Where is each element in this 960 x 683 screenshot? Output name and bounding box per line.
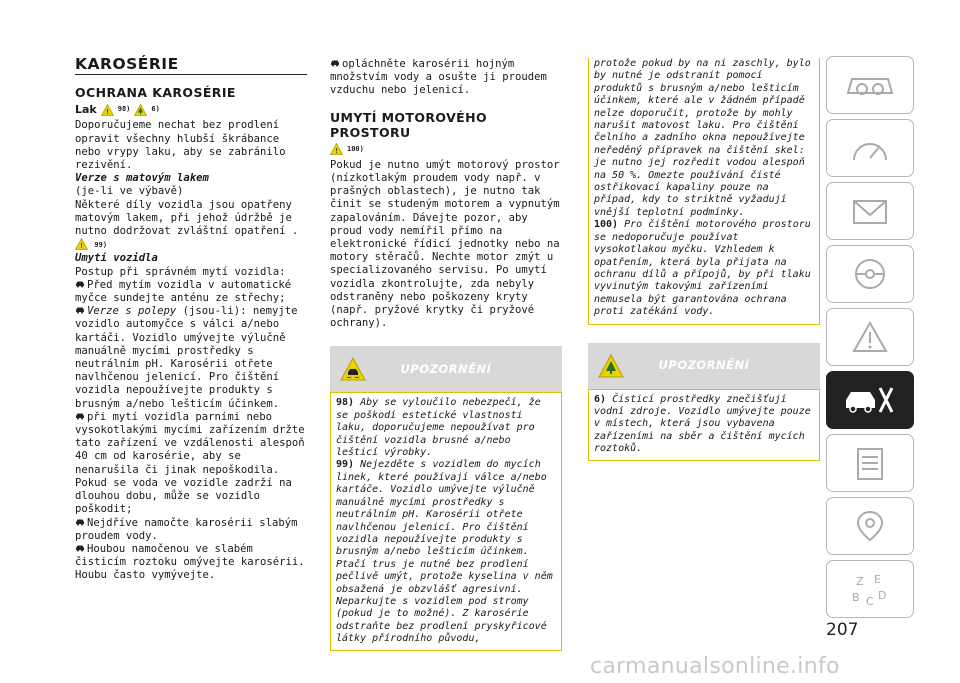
tab-multimedia[interactable] — [826, 497, 914, 555]
tab-technical-data[interactable] — [826, 434, 914, 492]
list-item-text: Před mytím vozidla v automatické myčce sundejte anténu ze střechy; — [75, 278, 292, 305]
warning-box — [588, 389, 820, 461]
paragraph — [75, 199, 307, 253]
tab-dashboard[interactable] — [826, 56, 914, 114]
warning-title: UPOZORNĚNÍ — [658, 357, 750, 372]
navigation-icon — [840, 506, 900, 546]
tab-instruments[interactable] — [826, 119, 914, 177]
car-skid-warning-icon — [340, 357, 366, 381]
section-subtitle-engine: UMYTÍ MOTOROVÉHO PROSTORU — [330, 109, 488, 140]
warning-header — [588, 343, 820, 389]
tab-messages[interactable] — [826, 182, 914, 240]
warning-header — [330, 346, 562, 392]
tab-emergency[interactable] — [826, 308, 914, 366]
warning-item — [594, 219, 814, 318]
reference-100[interactable]: 100) — [347, 144, 364, 153]
car-bullet-icon — [75, 544, 85, 552]
warning-text: Čisticí prostředky znečišťují vodní zdroje. Vozidlo umývejte pouze v místech, která jsou vybavena zařízeními na sběr a čištění mycích roztoků. — [594, 393, 811, 455]
car-bullet-icon — [75, 306, 85, 314]
list-item — [75, 411, 307, 517]
warning-box — [330, 392, 562, 650]
list-item — [330, 58, 562, 98]
gauge-icon — [840, 128, 900, 168]
chapter-sidebar — [826, 56, 916, 623]
paragraph: Postup při správném mytí vozidla: — [75, 265, 286, 278]
car-bullet-icon — [75, 518, 85, 526]
lak-heading — [75, 103, 307, 116]
warning-number: 98) — [336, 397, 355, 409]
list-item — [75, 279, 307, 305]
list-item-italic: Verze s polepy — [87, 305, 177, 318]
paragraph-text: Některé díly vozidla jsou opatřeny matovým lakem, při jehož údržbě je nutno dodržovat zvláštní opatření . — [75, 198, 299, 238]
warning-item — [336, 397, 556, 459]
svg-text:!: ! — [80, 242, 83, 251]
warning-text: Nejezděte s vozidlem do mycích linek, které používají válce a/nebo kartáče. Vozidlo umývejte výlučně manuálně mycími prostředky s neutrálním pH. Karosérii otřete navlhčenou jelenicí. Pro čištění vozidla nepoužívejte produkty s brusným a/nebo lešticím účinkem. Ptačí trus je nutné bez prodlení pečlivě umýt, protože kyselina v něm obsažená je obzvlášť agresivní. Neparkujte s vozidlem pod stromy (pokud je to možné). Z karosérie odstraňte bez prodlení pryskyřicové látky přírodního původu, — [336, 459, 553, 645]
subheading-wash: Umytí vozidla — [75, 252, 158, 265]
reference-6[interactable]: 6) — [151, 105, 160, 114]
tab-safety[interactable] — [826, 245, 914, 303]
envelope-icon — [840, 191, 900, 231]
svg-text:D: D — [878, 589, 887, 602]
warning-triangle-icon — [75, 238, 88, 250]
warning-item — [594, 394, 814, 456]
warning-number: 6) — [594, 393, 607, 405]
svg-text:!: ! — [335, 147, 338, 156]
tab-maintenance[interactable] — [826, 371, 914, 429]
warning-title: UPOZORNĚNÍ — [400, 361, 492, 376]
column-2 — [330, 58, 562, 651]
section-subtitle: OCHRANA KAROSÉRIE — [75, 85, 236, 101]
svg-text:C: C — [866, 595, 874, 608]
subheading-matte: Verze s matovým lakem — [75, 172, 209, 185]
warning-number: 100) — [594, 219, 619, 231]
warning-triangle-icon — [840, 317, 900, 357]
list-item-text: Nejdříve namočte karosérii slabým proudem vody. — [75, 516, 298, 542]
warning-text: protože pokud by na ni zaschly, bylo by nutné je odstranit pomocí produktů s brusným a/nebo lešticím účinkem, které ale v žádném případě nelze doporučit, protože by mohly narušit matovost laku. Pro čištění čelního a zadního okna nepoužívejte neředěný přípravek na čištění skel: je nutno jej rozředit vodou alespoň na 50 %. Omezte používání čisté ostřikovací kapaliny pouze na případ, kdy to striktně vyžadují vnější teplotní podmínky. — [594, 58, 811, 218]
paragraph: (je-li ve výbavě) — [75, 185, 184, 198]
car-bullet-icon — [75, 280, 85, 288]
lak-label: Lak — [75, 103, 97, 117]
document-list-icon — [840, 443, 900, 483]
svg-text:E: E — [874, 573, 881, 586]
environment-tree-icon — [598, 354, 624, 378]
paragraph: Doporučujeme nechat bez prodlení opravit všechny hlubší škrábance nebo vrypy laku, aby se zabránilo rezivění. — [75, 119, 286, 172]
warning-item — [336, 459, 556, 645]
list-item-text: (jsou-li): nemyjte vozidlo automyčce s válci a/nebo kartáči. Vozidlo umývejte výlučně manuálně mycími prostředky s neutrálním pH. Karosérii otřete navlhčenou jelenicí. Pro čištění vozidla nepoužívejte produkty s brusným a/nebo lešticím účinkem. — [75, 305, 298, 410]
list-item-text: opláchněte karosérii hojným množstvím vody a osušte ji proudem vzduchu nebo jelenicí. — [330, 58, 547, 97]
svg-text:!: ! — [105, 107, 109, 116]
car-bullet-icon — [330, 59, 340, 67]
reference-99[interactable]: 99) — [94, 241, 108, 250]
page-number: 207 — [826, 620, 859, 640]
reference-98[interactable]: 98) — [117, 105, 131, 114]
warning-number: 99) — [336, 459, 355, 471]
warning-triangle-icon — [330, 143, 343, 155]
warning-text: Aby se vyloučilo nebezpečí, že se poškodí estetické vlastnosti laku, doporučujeme nepoužívat pro čištění vozidla brusné a/nebo lešticí výrobky. — [336, 397, 541, 459]
engine-ref — [330, 143, 562, 156]
list-item — [75, 543, 307, 583]
steering-wheel-icon — [840, 254, 900, 294]
warning-triangle-icon — [101, 104, 114, 116]
car-bullet-icon — [75, 412, 85, 420]
svg-text:B: B — [852, 591, 860, 604]
list-item — [75, 517, 307, 543]
watermark: carmanualsonline.info — [590, 654, 840, 679]
list-item-text: Houbou namočenou ve slabém čisticím roztoku omývejte karosérii. Houbu často vymývejte. — [75, 542, 305, 582]
warning-box-continued — [588, 58, 820, 325]
list-item-text: při mytí vozidla parními nebo vysokotlakými mycími zařízením držte tato zařízení ve vzdálenosti alespoň 40 cm od karosérie, aby se nenarušila či jinak nepoškodila. Pokud se voda ve vozidle zadrží na dlouhou dobu, může se vozidlo poškodit; — [75, 410, 305, 516]
alphabet-index-icon — [840, 569, 900, 609]
car-tools-icon — [840, 380, 900, 420]
car-dashboard-icon — [840, 65, 900, 105]
tab-index[interactable] — [826, 560, 914, 618]
warning-text: Pro čištění motorového prostoru se nedoporučuje používat vysokotlakou myčku. Vzhledem k opatřením, která byla přijata na ochranu dílů a přípojů, by při tlaku vyvinutým takovými zařízeními nemusela být garantována ochrana proti zatékání vody. — [594, 219, 811, 318]
section-title: KAROSÉRIE — [75, 58, 307, 75]
column-1 — [75, 55, 307, 583]
column-3 — [588, 58, 820, 461]
environment-tree-icon — [134, 104, 147, 116]
paragraph: Pokud je nutno umýt motorový prostor (nízkotlakým proudem vody např. v prašných oblastech), je nutno tak činit se studeným motorem a vypnutým zapalováním. Dávejte pozor, aby proud vody nemířil přímo na elektronické řídicí jednotky nebo na motory stěračů. Nechte motor zmýt u specializovaného servisu. Po umytí vozidla zkontrolujte, zda nebyly odstraněny nebo poškozeny kryty (např. pryžové krytky či pryžové ochrany). — [330, 158, 560, 330]
list-item — [75, 305, 307, 411]
svg-text:Z: Z — [856, 575, 864, 588]
